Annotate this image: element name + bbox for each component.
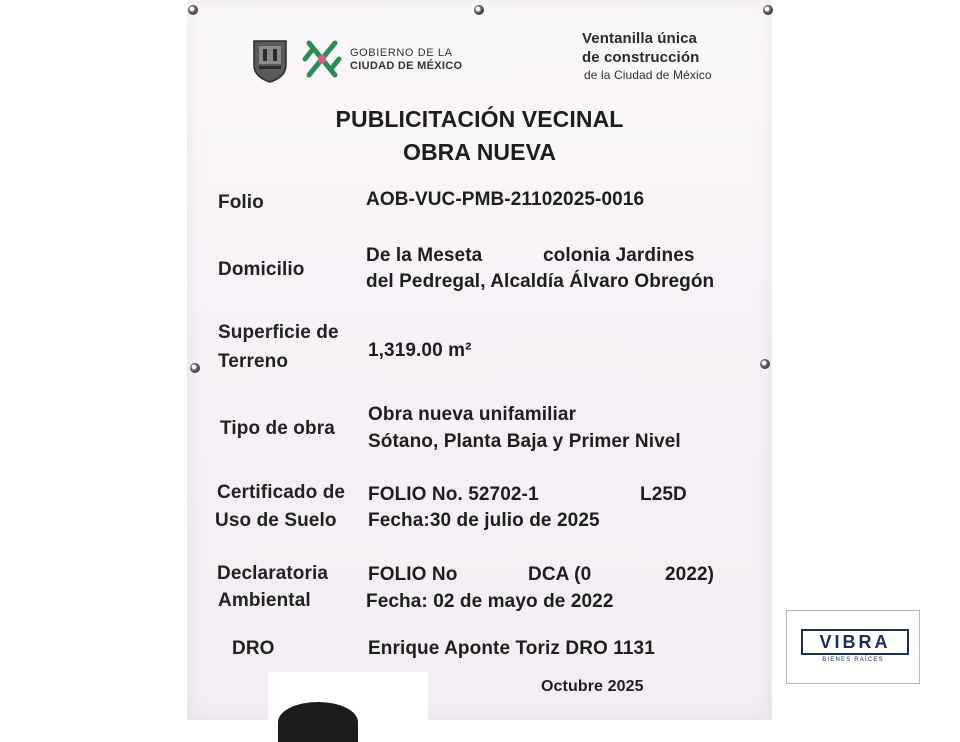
domicilio-line-1b: colonia Jardines (543, 245, 695, 266)
declaratoria-line-1b: DCA (0 (528, 564, 592, 585)
declaratoria-line-2: Fecha: 02 de mayo de 2022 (366, 591, 614, 612)
declaratoria-line-1a: FOLIO No (368, 564, 458, 585)
dro-value: Enrique Aponte Toriz DRO 1131 (368, 638, 655, 659)
domicilio-label: Domicilio (218, 259, 305, 280)
ventanilla-line-3: de la Ciudad de México (584, 68, 712, 82)
folio-label: Folio (218, 192, 264, 213)
certificado-line-1a: FOLIO No. 52702-1 (368, 484, 539, 505)
dark-object (278, 702, 358, 742)
title-line-1: PUBLICITACIÓN VECINAL (335, 106, 624, 132)
superficie-value: 1,319.00 m² (368, 340, 472, 361)
tipo-line-1: Obra nueva unifamiliar (368, 404, 577, 425)
dro-label: DRO (232, 638, 275, 659)
notice-sign (187, 0, 772, 720)
vibra-tagline: BIENES RAÍCES (822, 657, 884, 663)
cdmx-shield-icon (251, 37, 289, 83)
gobierno-cdmx-logo-icon (301, 35, 343, 83)
vibra-watermark (786, 610, 920, 684)
folio-value: AOB-VUC-PMB-21102025-0016 (366, 189, 645, 210)
declaratoria-label-1: Declaratoria (217, 563, 329, 584)
ventanilla-line-1: Ventanilla única (582, 30, 697, 47)
tipo-line-2: Sótano, Planta Baja y Primer Nivel (368, 431, 681, 452)
gov-line-2: CIUDAD DE MÉXICO (350, 60, 463, 72)
ventanilla-line-2: de construcción (582, 49, 700, 66)
gov-line-1: GOBIERNO DE LA (350, 47, 453, 59)
grommet-top-right-icon (763, 5, 773, 15)
certificado-line-2: Fecha:30 de julio de 2025 (368, 510, 600, 531)
certificado-label-1: Certificado de (217, 482, 346, 503)
certificado-line-1b: L25D (640, 484, 687, 505)
domicilio-line-1a: De la Meseta (366, 245, 483, 266)
certificado-label-2: Uso de Suelo (215, 510, 337, 531)
declaratoria-line-1c: 2022) (665, 564, 715, 585)
declaratoria-label-2: Ambiental (218, 590, 311, 611)
sign-date: Octubre 2025 (541, 678, 644, 695)
title-line-2: OBRA NUEVA (402, 139, 557, 165)
tipo-label: Tipo de obra (220, 418, 335, 439)
grommet-mid-right-icon (760, 359, 770, 369)
grommet-top-left-icon (188, 5, 198, 15)
superficie-label-1: Superficie de (218, 322, 339, 343)
domicilio-line-2: del Pedregal, Alcaldía Álvaro Obregón (366, 271, 715, 292)
superficie-label-2: Terreno (218, 351, 289, 372)
grommet-top-center-icon (474, 5, 484, 15)
grommet-mid-left-icon (190, 363, 200, 373)
vibra-brand: VIBRA (801, 629, 909, 655)
